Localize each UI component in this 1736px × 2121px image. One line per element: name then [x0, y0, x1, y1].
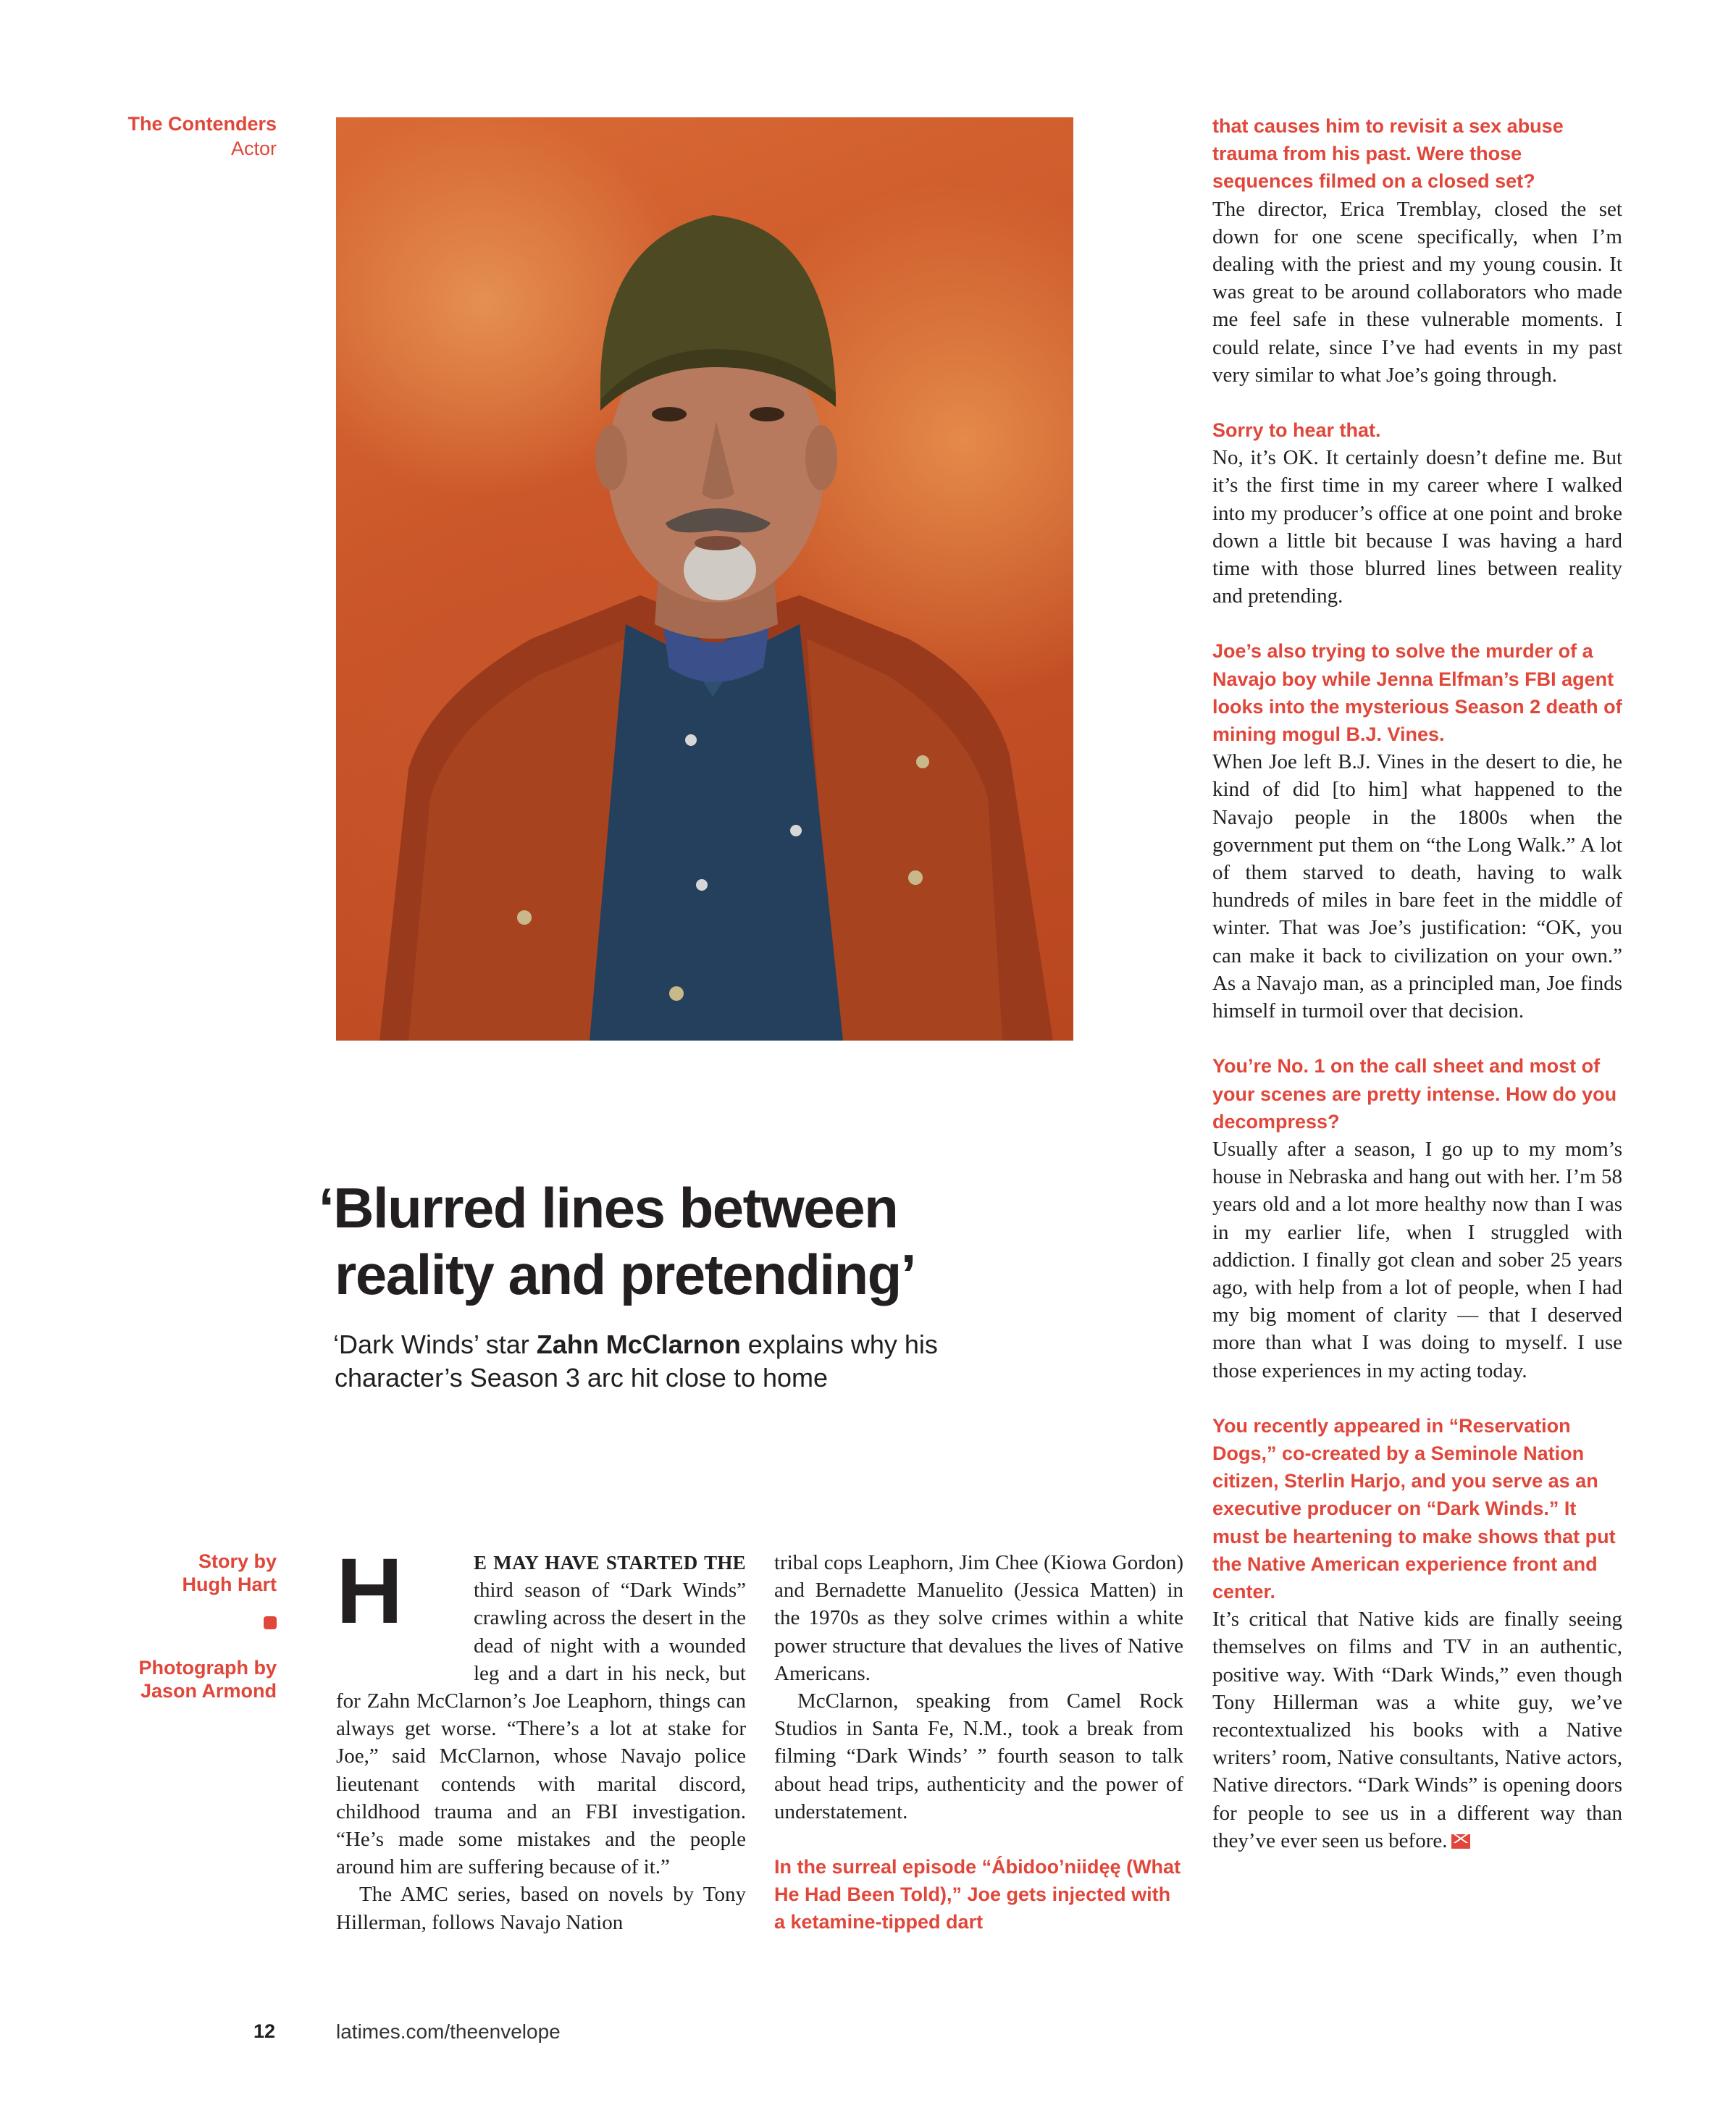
section-category: Actor	[230, 138, 277, 159]
article-column-2	[774, 1549, 1183, 1936]
portrait-photo	[336, 117, 1073, 1041]
article-paragraph: tribal cops Leaphorn, Jim Chee (Kiowa Gordon) and Bernadette Manuelito (Jessica Matten) in the 1970s as they solve crimes within a white power structure that devalues the lives of Native Americans.	[774, 1551, 1183, 1685]
dek-pre: ‘Dark Winds’ star	[333, 1330, 537, 1359]
interview-answer: When Joe left B.J. Vines in the desert to die, he kind of did [to him] what happened to the Navajo people in the 1800s when the government put them on “the Long Walk.” A lot of them starved to death, having to walk hundreds of miles in bare feet in the middle of winter. That was Joe’s justification: “OK, you can make it back to civilization on your own.” As a Navajo man, as a principled man, Joe finds himself in turmoil over that decision.	[1212, 750, 1622, 1023]
portrait-illustration	[336, 117, 1073, 1041]
credits	[87, 1550, 277, 1702]
article-column-3	[1212, 112, 1622, 1855]
headline	[319, 1175, 1115, 1308]
interview-question: You’re No. 1 on the call sheet and most of your scenes are pretty intense. How do you decompress?	[1212, 1055, 1617, 1133]
interview-question: Joe’s also trying to solve the murder of a Navajo boy while Jenna Elfman’s FBI agent looks into the mysterious Season 2 death of mining mogul B.J. Vines.	[1212, 640, 1622, 746]
story-author: Hugh Hart	[182, 1574, 277, 1595]
photo-credit: Jason Armond	[140, 1680, 277, 1702]
dek-name: Zahn McClarnon	[536, 1330, 741, 1359]
interview-question: You recently appeared in “Reservation Dogs,” co-created by a Seminole Nation citizen, Sterlin Harjo, and you serve as an executive producer on “Dark Winds.” It must be heartening to make shows that put the Native American experience front and center.	[1212, 1414, 1616, 1603]
dek-post: explains why his	[740, 1330, 938, 1359]
lead-in: E MAY HAVE STARTED THE	[474, 1552, 746, 1574]
article-column-1	[336, 1540, 746, 1936]
interview-answer: The director, Erica Tremblay, closed the set down for one scene specifically, when I’m dealing with the priest and my young cousin. It was great to be around collaborators who made me feel safe in these vulnerable moments. I could relate, since I’ve had events in my past very similar to what Joe’s going through.	[1212, 197, 1622, 387]
story-label: Story by	[198, 1550, 277, 1572]
headline-line-2: reality and pretending’	[335, 1243, 915, 1306]
section-name: The Contenders	[127, 113, 277, 135]
answer-text: It’s critical that Native kids are finally seeing themselves on films and TV in an authentic, positive way. With “Dark Winds,” even though Tony Hillerman was a white guy, we’ve recontextualized his books with a Native writers’ room, Native consultants, Native actors, Native directors. “Dark Winds” is opening doors for people to see us in a different way than they’ve ever seen us before.	[1212, 1608, 1622, 1852]
article-paragraph: McClarnon, speaking from Camel Rock Studios in Santa Fe, N.M., took a break from filming “Dark Winds’ ” fourth season to talk about head trips, authenticity and the power of understatement.	[774, 1689, 1183, 1823]
article-paragraph: The AMC series, based on novels by Tony Hillerman, follows Navajo Nation	[336, 1883, 746, 1934]
section-label	[58, 112, 277, 161]
headline-line-1: ‘Blurred lines between	[319, 1176, 898, 1240]
interview-question: that causes him to revisit a sex abuse trauma from his past. Were those sequences filmed on a closed set?	[1212, 115, 1564, 193]
photo-label: Photograph by	[138, 1657, 277, 1679]
dek	[333, 1328, 1057, 1395]
interview-answer: Usually after a season, I go up to my mom’s house in Nebraska and hang out with her. I’m 58 years old and a lot more healthy now than I was in my earlier life, when I struggled with addiction. I finally got clean and sober 25 years ago, with help from a lot of people, when I had my big moment of clarity — that I deserved more than what I was doing to myself. I use those experiences in my acting today.	[1212, 1137, 1622, 1382]
separator-square	[264, 1616, 277, 1629]
article-text: third season of “Dark Winds” crawling across the desert in the dead of night with a wounded leg and a dart in his neck, but for Zahn McClarnon’s Joe Leaphorn, things can always get worse. “There’s a lot at stake for Joe,” said McClarnon, whose Navajo police lieutenant contends with marital discord, childhood trauma and an FBI investigation. “He’s made some mistakes and the people around him are suffering because of it.”	[336, 1579, 746, 1879]
interview-answer: No, it’s OK. It certainly doesn’t define me. But it’s the first time in my career where I walked into my producer’s office at one point and broke down a little bit because I was having a hard time with those blurred lines between reality and pretending.	[1212, 446, 1622, 608]
site-url: latimes.com/theenvelope	[336, 2020, 561, 2043]
page-number: 12	[253, 2020, 276, 2042]
interview-question: In the surreal episode “Ábidoo’niidęę (What He Had Been Told),” Joe gets injected with a ketamine-tipped dart	[774, 1856, 1181, 1933]
interview-answer	[1212, 1605, 1622, 1855]
envelope-icon	[1451, 1834, 1470, 1849]
dek-line-2: character’s Season 3 arc hit close to home	[335, 1363, 829, 1393]
drop-cap: H	[336, 1540, 403, 1643]
interview-question: Sorry to hear that.	[1212, 419, 1381, 442]
